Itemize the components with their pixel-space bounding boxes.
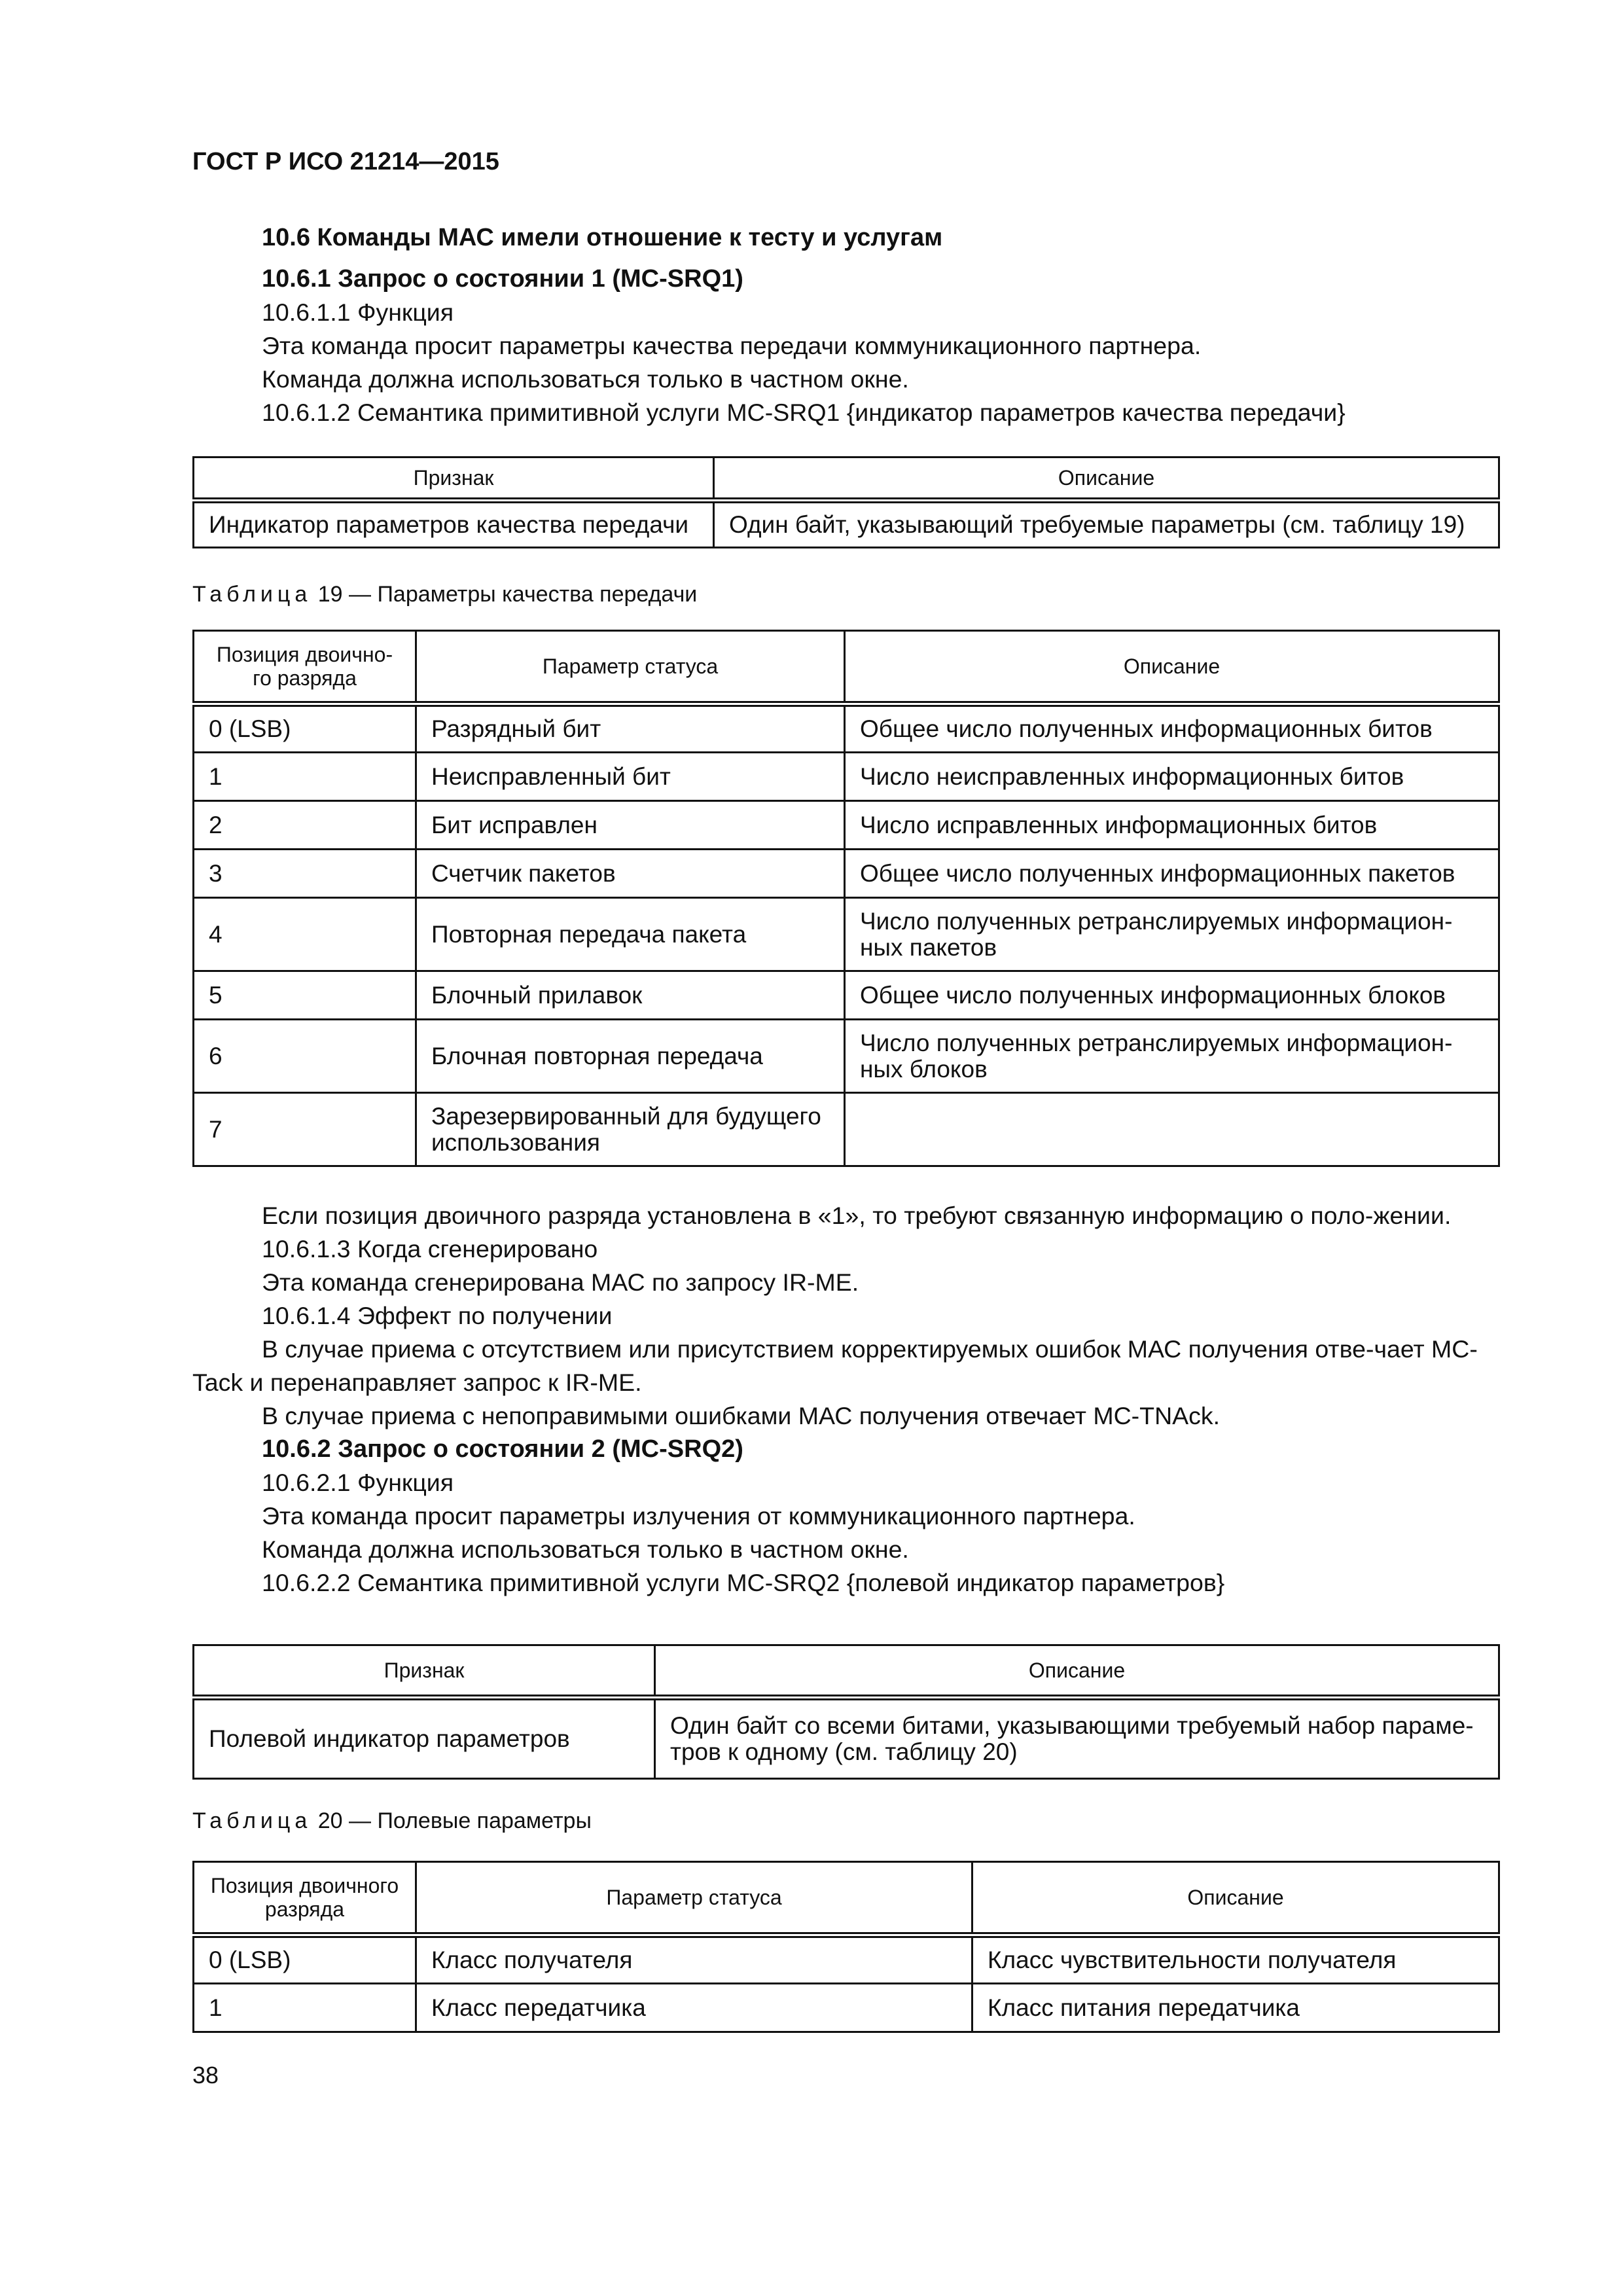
table-cell: Класс передатчика bbox=[416, 1984, 972, 2032]
clause-heading: 10.6.2.2 Семантика примитивной услуги MC-SRQ2 {полевой индикатор параметров} bbox=[262, 1569, 1225, 1596]
column-header: Параметр статуса bbox=[416, 1862, 972, 1935]
table-cell: 4 bbox=[194, 898, 416, 971]
column-header: Позиция двоично-го разряда bbox=[194, 631, 416, 704]
table-row bbox=[194, 1698, 1499, 1779]
table-cell: Бит исправлен bbox=[416, 801, 845, 850]
table-cell: 6 bbox=[194, 1020, 416, 1093]
table-cell: 0 (LSB) bbox=[194, 704, 416, 753]
table-row bbox=[194, 801, 1499, 850]
clause-heading: 10.6.2.1 Функция bbox=[262, 1469, 454, 1496]
table-cell: Зарезервированный для будущего использования bbox=[416, 1093, 845, 1166]
column-header: Описание bbox=[655, 1645, 1499, 1698]
table-20-caption bbox=[192, 1808, 1500, 1834]
clause-heading: 10.6.1.4 Эффект по получении bbox=[262, 1302, 613, 1329]
table-cell: Один байт, указывающий требуемые параметры (см. таблицу 19) bbox=[714, 501, 1499, 548]
table-cell: 1 bbox=[194, 753, 416, 801]
table-cell: Число полученных ретранслируемых информацион-ных блоков bbox=[845, 1020, 1499, 1093]
table-cell: 3 bbox=[194, 850, 416, 898]
table-19-caption bbox=[192, 581, 1500, 607]
table-cell: Повторная передача пакета bbox=[416, 898, 845, 971]
paragraph: Эта команда просит параметры излучения от коммуникационного партнера. bbox=[262, 1502, 1135, 1530]
table-cell: Класс чувствительности получателя bbox=[972, 1935, 1499, 1984]
table-cell: Класс питания передатчика bbox=[972, 1984, 1499, 2032]
table-cell: 7 bbox=[194, 1093, 416, 1166]
paragraph: Эта команда сгенерирована МАС по запросу IR-ME. bbox=[262, 1268, 859, 1296]
paragraph: В случае приема с непоправимыми ошибками МАС получения отвечает MC-TNAck. bbox=[262, 1402, 1221, 1429]
table-cell bbox=[845, 1093, 1499, 1166]
document-id: ГОСТ Р ИСО 21214—2015 bbox=[192, 148, 499, 175]
srq2-semantics-table bbox=[192, 1644, 1500, 1780]
caption-label: Таблица bbox=[192, 1808, 312, 1833]
caption-label: Таблица bbox=[192, 582, 312, 607]
section-title: 10.6 Команды МАС имели отношение к тесту и услугам bbox=[262, 224, 943, 251]
table-cell: Блочная повторная передача bbox=[416, 1020, 845, 1093]
page-number: 38 bbox=[192, 2062, 219, 2089]
table-cell: Общее число полученных информационных блоков bbox=[845, 971, 1499, 1020]
paragraph: Если позиция двоичного разряда установлена в «1», то требуют связанную информацию о поло-жении. bbox=[262, 1202, 1452, 1229]
table-row bbox=[194, 501, 1499, 548]
clause-heading: 10.6.1.3 Когда сгенерировано bbox=[262, 1235, 598, 1263]
paragraph: Команда должна использоваться только в частном окне. bbox=[262, 1535, 909, 1563]
table-row bbox=[194, 1984, 1499, 2032]
caption-title: 19 — Параметры качества передачи bbox=[312, 582, 698, 607]
section-10-6-intro bbox=[192, 221, 1500, 429]
table-19 bbox=[192, 630, 1500, 1167]
table-row bbox=[194, 850, 1499, 898]
paragraph: Команда должна использоваться только в частном окне. bbox=[262, 365, 909, 393]
clause-heading: 10.6.1.1 Функция bbox=[262, 298, 454, 326]
table-row bbox=[194, 704, 1499, 753]
srq1-semantics-table bbox=[192, 456, 1500, 548]
table-cell: Неисправленный бит bbox=[416, 753, 845, 801]
column-header: Описание bbox=[972, 1862, 1499, 1935]
column-header: Признак bbox=[194, 457, 714, 501]
table-cell: 2 bbox=[194, 801, 416, 850]
table-cell: 0 (LSB) bbox=[194, 1935, 416, 1984]
table-cell: Индикатор параметров качества передачи bbox=[194, 501, 714, 548]
column-header: Параметр статуса bbox=[416, 631, 845, 704]
table-row bbox=[194, 1935, 1499, 1984]
column-header: Описание bbox=[845, 631, 1499, 704]
table-cell: Класс получателя bbox=[416, 1935, 972, 1984]
table-cell: Общее число полученных информационных битов bbox=[845, 704, 1499, 753]
column-header: Признак bbox=[194, 1645, 655, 1698]
table-row bbox=[194, 898, 1499, 971]
table-cell: Общее число полученных информационных пакетов bbox=[845, 850, 1499, 898]
clause-heading: 10.6.1.2 Семантика примитивной услуги MC-SRQ1 {индикатор параметров качества передачи} bbox=[262, 399, 1346, 426]
table-row bbox=[194, 971, 1499, 1020]
table-row bbox=[194, 753, 1499, 801]
section-10-6-body bbox=[192, 1199, 1500, 1600]
paragraph: Эта команда просит параметры качества передачи коммуникационного партнера. bbox=[262, 332, 1202, 359]
table-row bbox=[194, 1020, 1499, 1093]
table-row bbox=[194, 1093, 1499, 1166]
caption-title: 20 — Полевые параметры bbox=[312, 1808, 592, 1833]
table-cell: 1 bbox=[194, 1984, 416, 2032]
column-header: Позиция двоичного разряда bbox=[194, 1862, 416, 1935]
table-cell: Число неисправленных информационных битов bbox=[845, 753, 1499, 801]
table-cell: Разрядный бит bbox=[416, 704, 845, 753]
table-cell: Блочный прилавок bbox=[416, 971, 845, 1020]
paragraph: В случае приема с отсутствием или присутствием корректируемых ошибок МАС получения отве-чает MC-Tack и перенаправляет запрос к IR-ME. bbox=[192, 1335, 1478, 1396]
subsection-title: 10.6.1 Запрос о состоянии 1 (MC-SRQ1) bbox=[262, 265, 743, 293]
table-cell: 5 bbox=[194, 971, 416, 1020]
table-cell: Полевой индикатор параметров bbox=[194, 1698, 655, 1779]
table-cell: Счетчик пакетов bbox=[416, 850, 845, 898]
table-20 bbox=[192, 1861, 1500, 2033]
subsection-title: 10.6.2 Запрос о состоянии 2 (MC-SRQ2) bbox=[262, 1435, 743, 1463]
table-cell: Один байт со всеми битами, указывающими требуемый набор параме-тров к одному (см. таблицу 20) bbox=[655, 1698, 1499, 1779]
table-cell: Число полученных ретранслируемых информацион-ных пакетов bbox=[845, 898, 1499, 971]
table-cell: Число исправленных информационных битов bbox=[845, 801, 1499, 850]
column-header: Описание bbox=[714, 457, 1499, 501]
